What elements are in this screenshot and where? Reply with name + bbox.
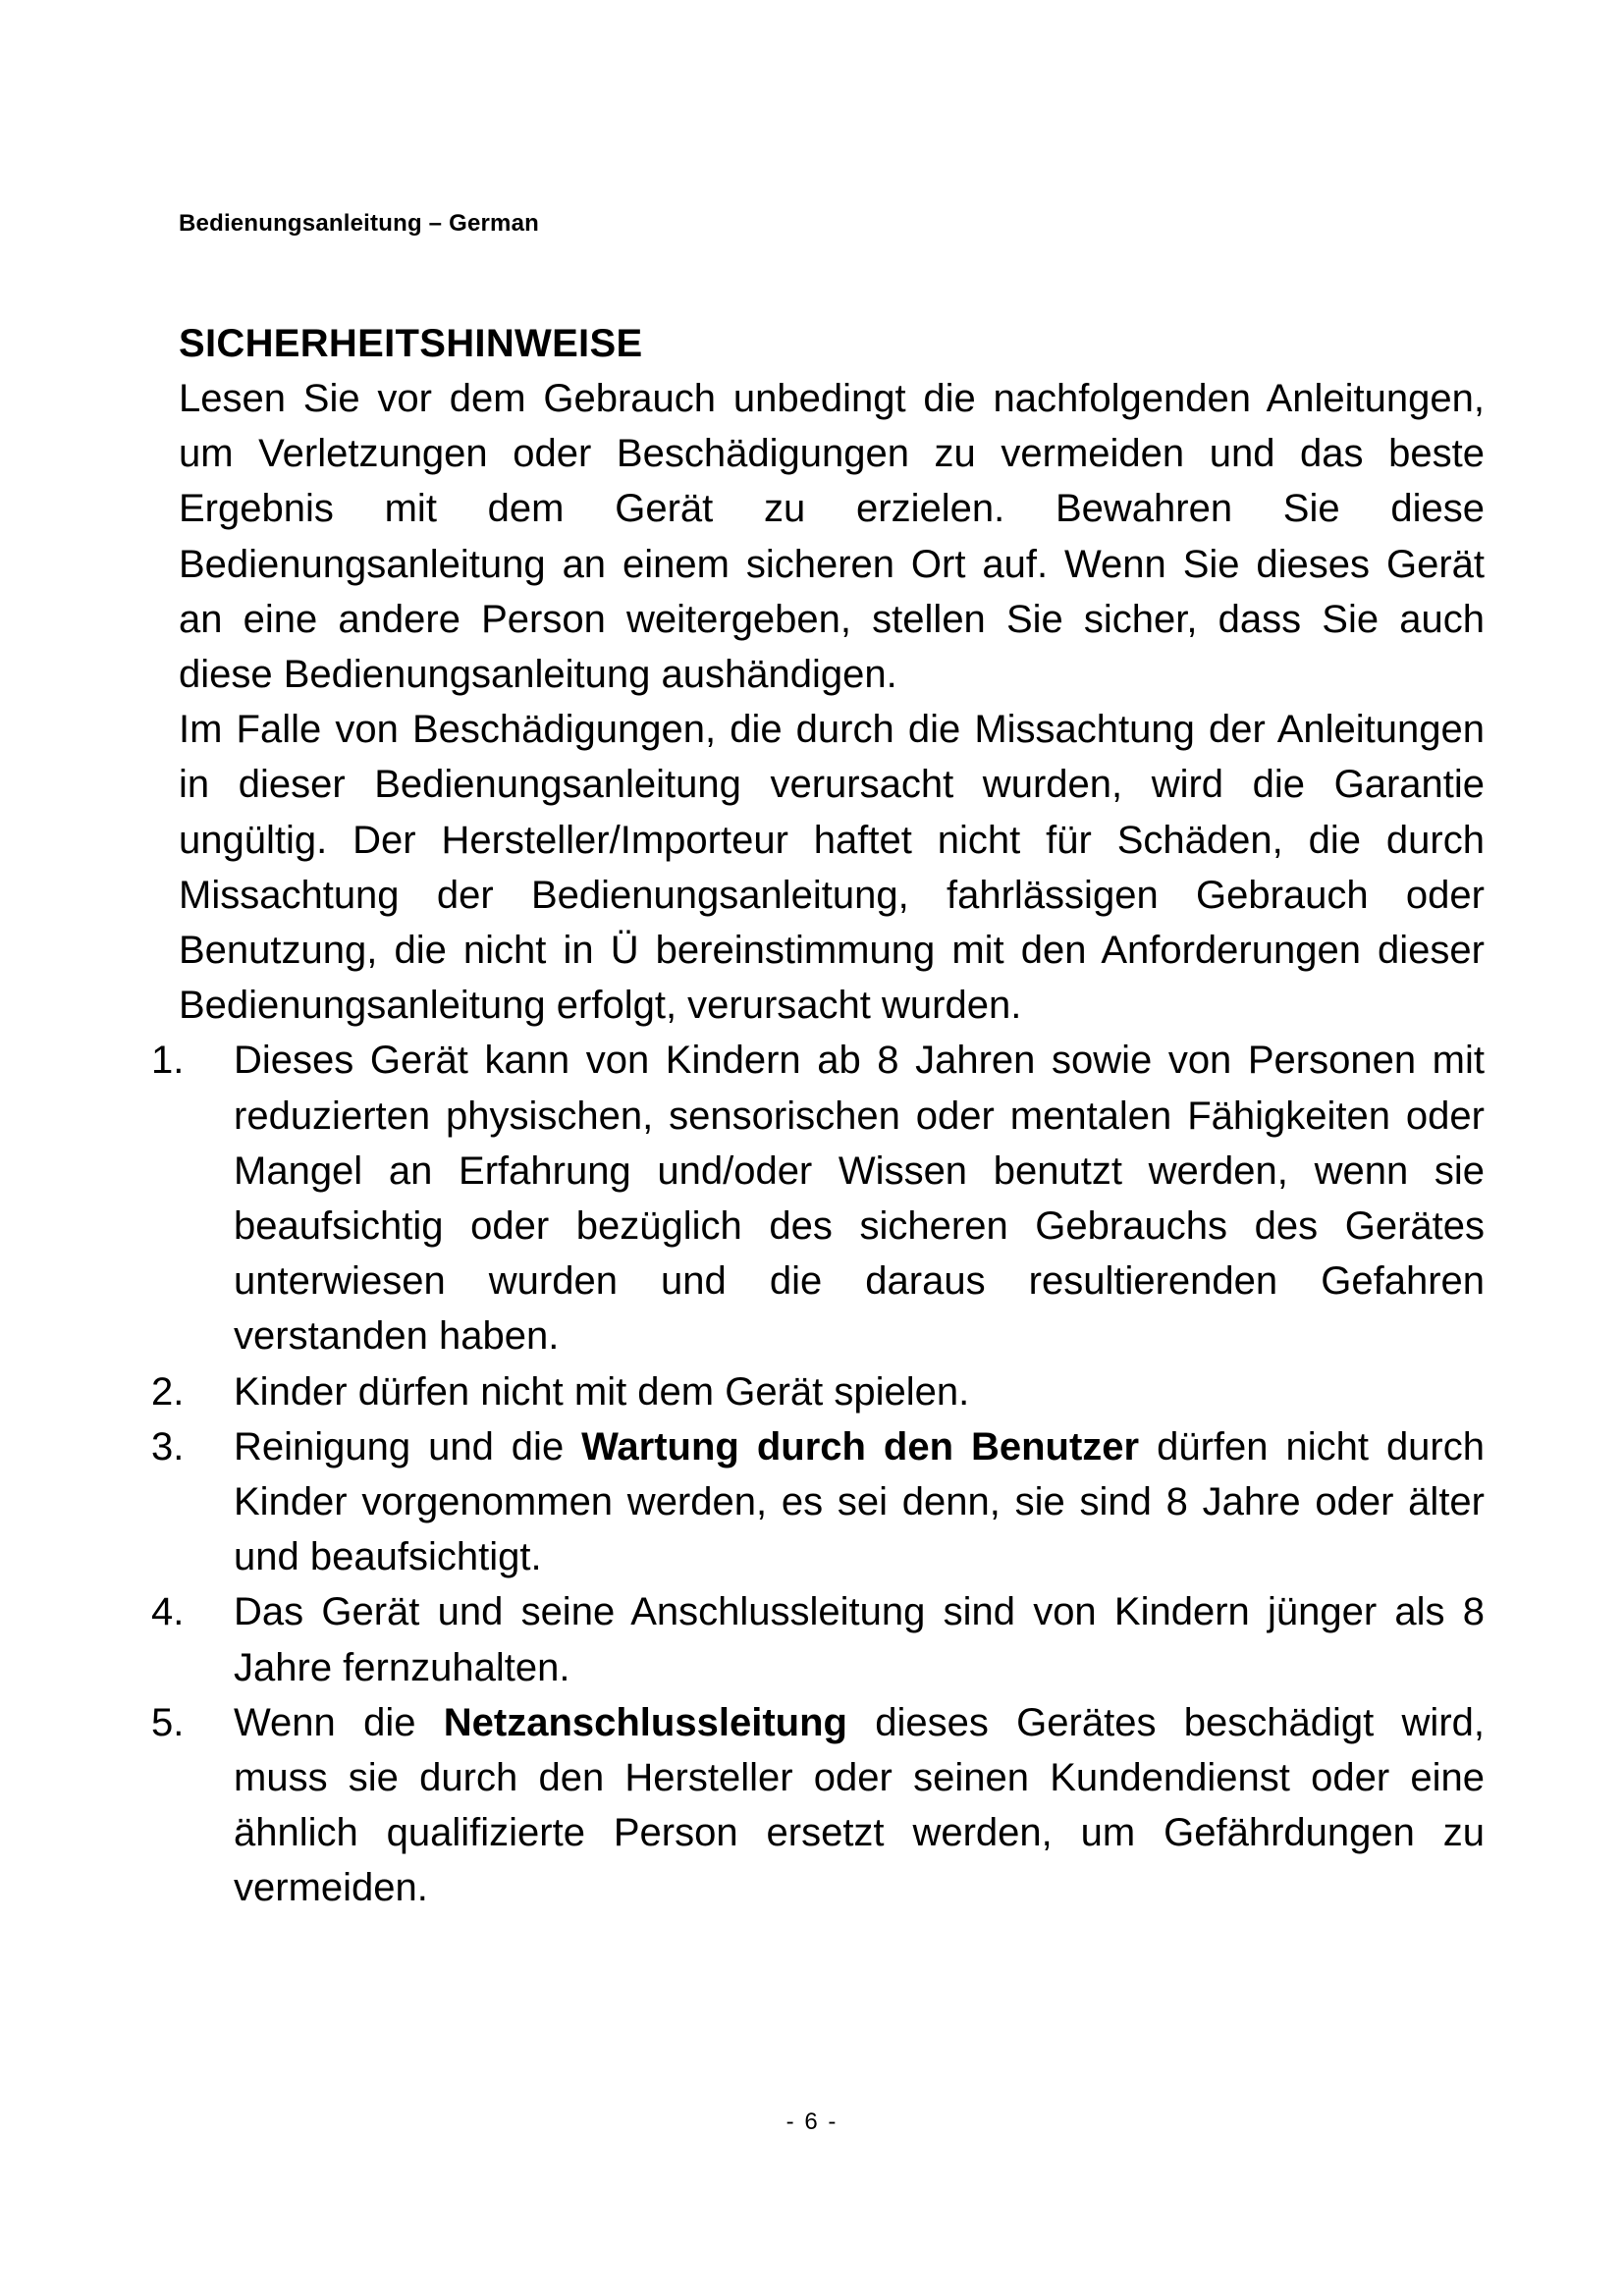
list-item-text-end: dürfen nicht durch Kinder vorgenommen werden, es sei denn, sie sind 8 Jahre oder älter und beaufsichtigt.: [234, 1424, 1485, 1579]
warranty-paragraph: Im Falle von Beschädigungen, die durch die Missachtung der Anleitungen in dieser Bedienungsanleitung verursacht wurden, wird die Garantie ungültig. Der Hersteller/Importeur haftet nicht für Schäden, die durch Missachtung der Bedienungsanleitung, fahrlässigen Gebrauch oder Benutzung, die nicht in Ü bereinstimmung mit den Anforderungen dieser Bedienungsanleitung erfolgt, verursacht wurden.: [179, 708, 1485, 1028]
list-item-number: 5.: [151, 1700, 185, 1744]
list-item-text: [234, 1695, 1485, 1916]
list-item-text-end: dieses Gerätes beschädigt wird, muss sie durch den Hersteller oder seinen Kundendienst oder eine ähnlich qualifizierte Person ersetzt werden, um Gefährdungen zu vermeiden.: [234, 1700, 1485, 1910]
list-item-number: 2.: [151, 1369, 185, 1414]
list-item-number: 3.: [151, 1424, 185, 1468]
list-item-number: 1.: [151, 1039, 185, 1083]
section-title: SICHERHEITSHINWEISE: [179, 322, 643, 365]
list-item-text: Dieses Gerät kann von Kindern ab 8 Jahren sowie von Personen mit reduzierten physischen, sensorischen oder mentalen Fähigkeiten oder Mangel an Erfahrung und/oder Wissen benutzt werden, wenn sie beaufsichtig oder bezüglich des sicheren Gebrauchs des Gerätes unterwiesen wurden und die daraus resultierenden Gefahren verstanden haben.: [234, 1039, 1485, 1359]
page-content: [151, 316, 1485, 1916]
list-item-bold-term: Wartung durch den Benutzer: [581, 1424, 1140, 1468]
list-item-text-start: Reinigung und die: [234, 1424, 582, 1468]
list-item-text: Kinder dürfen nicht mit dem Gerät spielen.: [234, 1369, 970, 1414]
list-item: [151, 1033, 1485, 1363]
list-item-number: 4.: [151, 1590, 185, 1634]
list-item-bold-term: Netzanschlussleitung: [443, 1700, 847, 1744]
list-item: [151, 1584, 1485, 1694]
running-header: Bedienungsanleitung – German: [179, 210, 539, 237]
page-number: - 6 -: [785, 2109, 839, 2135]
list-item-text: [234, 1419, 1485, 1585]
safety-list: [151, 1033, 1485, 1915]
list-item: [151, 1695, 1485, 1916]
list-item-text-start: Wenn die: [234, 1700, 444, 1744]
list-item-text: Das Gerät und seine Anschlussleitung sind von Kindern jünger als 8 Jahre fernzuhalten.: [234, 1590, 1485, 1689]
intro-paragraph: Lesen Sie vor dem Gebrauch unbedingt die nachfolgenden Anleitungen, um Verletzungen oder Beschädigungen zu vermeiden und das beste Ergebnis mit dem Gerät zu erzielen. Bewahren Sie diese Bedienungsanleitung an einem sicheren Ort auf. Wenn Sie dieses Gerät an eine andere Person weitergeben, stellen Sie sicher, dass Sie auch diese Bedienungsanleitung aushändigen.: [179, 377, 1485, 697]
list-item: [151, 1364, 1485, 1419]
list-item: [151, 1419, 1485, 1585]
